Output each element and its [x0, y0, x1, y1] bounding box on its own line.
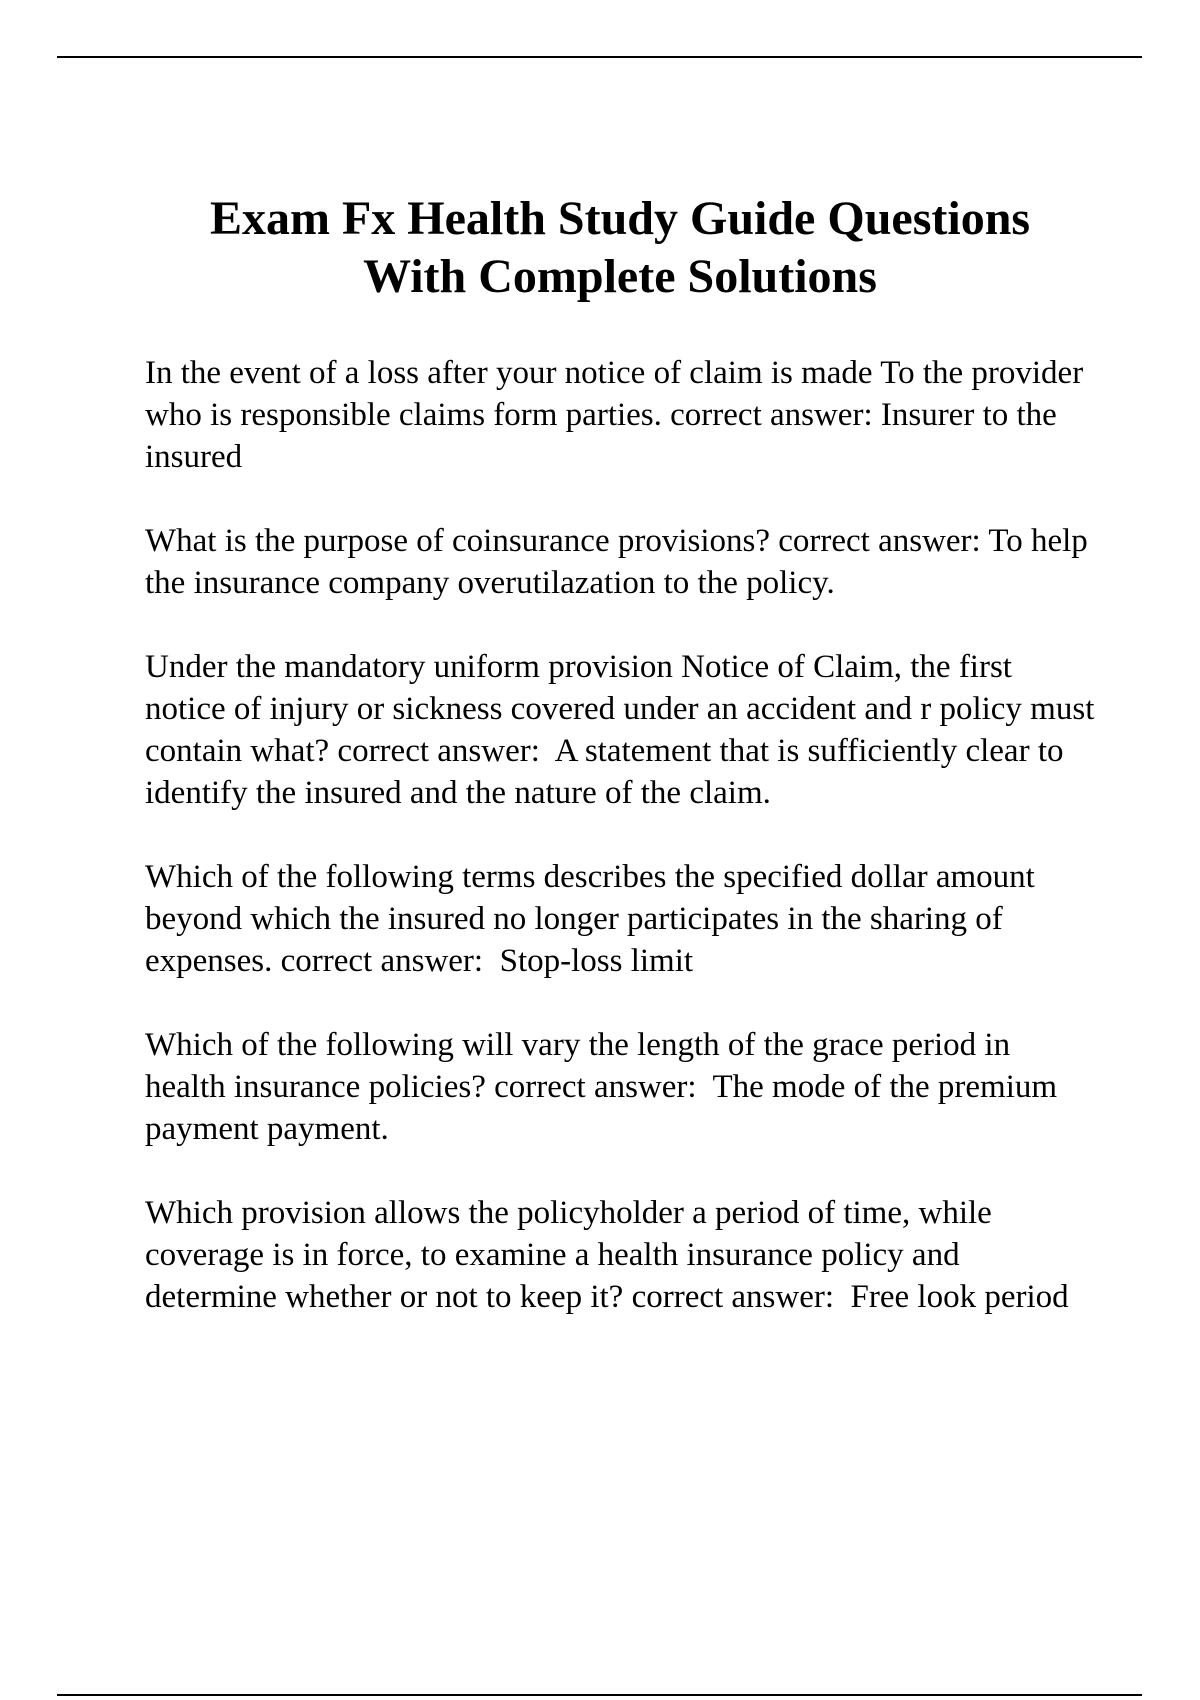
- qa-item-6: Which provision allows the policyholder a period of time, while coverage is in force, to examine a health insurance policy and determine whether or not to keep it? correct answer: Free look period: [145, 1195, 1069, 1315]
- title-line-1: Exam Fx Health Study Guide Questions: [209, 192, 1031, 245]
- title-line-2: With Complete Solutions: [363, 250, 877, 303]
- header-rule: [57, 56, 1142, 58]
- qa-item-3: Under the mandatory uniform provision Notice of Claim, the first notice of injury or sickness covered under an accident and r policy must contain what? correct answer: A statement that is sufficiently clear to identify the insured and the nature of the claim.: [145, 649, 1103, 811]
- qa-item-5: Which of the following will vary the length of the grace period in health insurance policies? correct answer: The mode of the premium payment payment.: [145, 1027, 1066, 1147]
- qa-item-1: In the event of a loss after your notice of claim is made To the provider who is responsible claims form parties. correct answer: Insurer to the insured: [145, 355, 1092, 475]
- question-answer-list: [145, 352, 1103, 1360]
- page-title: [100, 190, 1140, 306]
- qa-item-2: What is the purpose of coinsurance provisions? correct answer: To help the insurance company overutilazation to the policy.: [145, 523, 1097, 601]
- footer-rule: [57, 1694, 1142, 1696]
- qa-item-4: Which of the following terms describes the specified dollar amount beyond which the insured no longer participates in the sharing of expenses. correct answer: Stop-loss limit: [145, 859, 1044, 979]
